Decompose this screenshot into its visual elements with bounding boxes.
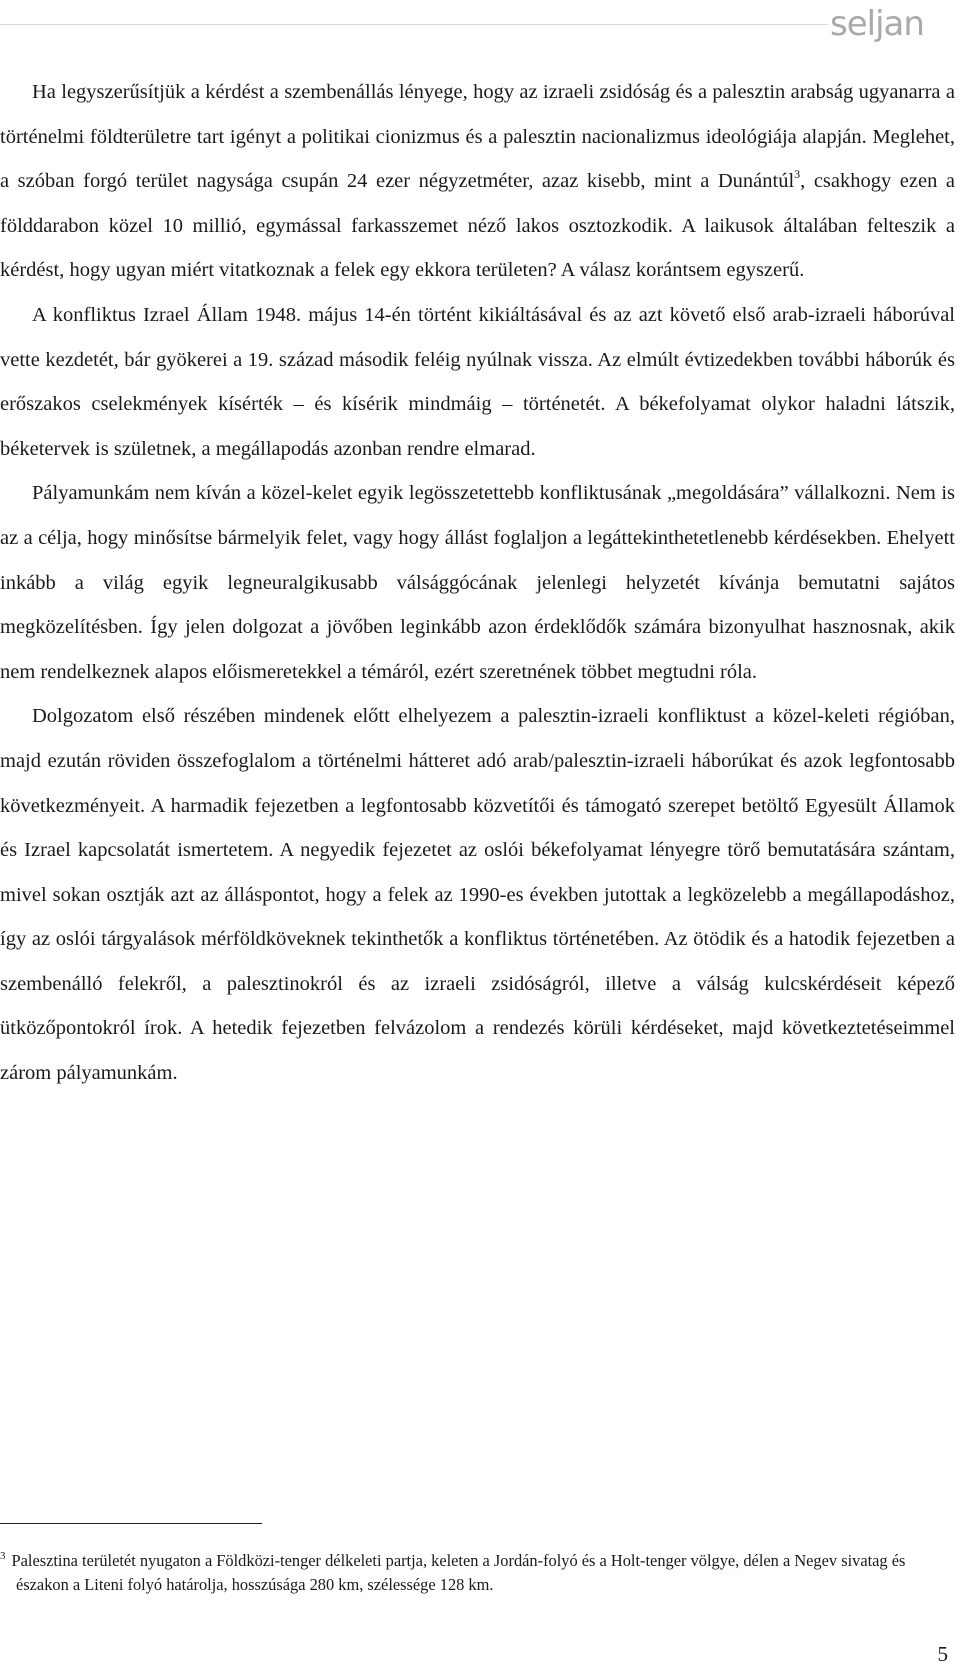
footnote-reference[interactable]: 3 <box>794 167 801 182</box>
footnote-number: 3 <box>0 1550 6 1562</box>
paragraph-4: Dolgozatom első részében mindenek előtt elhelyezem a palesztin-izraeli konfliktust a közel-keleti régióban, majd ezután röviden összefoglalom a történelmi hátteret adó arab/palesztin-izraeli háborúkat és azok legfontosabb következményeit. A harmadik fejezetben a legfontosabb közvetítői és támogató szerepet betöltő Egyesült Államok és Izrael kapcsolatát ismertetem. A negyedik fejezetet az oslói békefolyamat lényegre törő bemutatására szántam, mivel sokan osztják azt az álláspontot, hogy a felek az 1990-es években jutottak a legközelebb a megállapodáshoz, így az oslói tárgyalások mérföldköveknek tekinthetők a konfliktus történetében. Az ötödik és a hatodik fejezetben a szembenálló felekről, a palesztinokról és az izraeli zsidóságról, illetve a válság kulcskérdéseit képező ütközőpontokról írok. A hetedik fejezetben felvázolom a rendezés körüli kérdéseket, majd következtetéseimmel zárom pályamunkám. <box>0 705 955 1085</box>
paragraph-2: A konfliktus Izrael Állam 1948. május 14-én történt kikiáltásával és az azt követő első arab-izraeli háborúval vette kezdetét, bár gyökerei a 19. század második feléig nyúlnak vissza. Az elmúlt évtizedekben további háborúk és erőszakos cselekmények kísérték – és kísérik mindmáig – történetét. A békefolyamat olykor haladni látszik, béketervek is születnek, a megállapodás azonban rendre elmarad. <box>0 303 955 460</box>
paragraph-1 <box>0 70 955 293</box>
paragraph-1-text-b: , csakhogy ezen a földdarabon közel 10 millió, egymással farkasszemet néző lakos osztozkodik. A laikusok általában felteszik a kérdést, hogy ugyan miért vitatkoznak a felek egy ekkora területen? A válasz korántsem egyszerű. <box>0 170 955 282</box>
footnote-text: Palesztina területét nyugaton a Földközi-tenger délkeleti partja, keleten a Jordán-folyó és a Holt-tenger völgye, délen a Negev sivatag és északon a Liteni folyó határolja, hosszúsága 280 km, szélessége 128 km. <box>11 1551 906 1594</box>
footnote-separator <box>0 1523 262 1524</box>
seljan-logo: seljan <box>830 4 924 44</box>
footnote <box>0 1549 950 1597</box>
header-rule <box>0 24 828 25</box>
document-body <box>0 70 955 1096</box>
paragraph-3: Pályamunkám nem kíván a közel-kelet egyik legösszetettebb konfliktusának „megoldására” vállalkozni. Nem is az a célja, hogy minősítse bármelyik felet, vagy hogy állást foglaljon a legáttekinthetetlenebb kérdésekben. Ehelyett inkább a világ egyik legneuralgikusabb válsággócának jelenlegi helyzetét kívánja bemutatni sajátos megközelítésben. Így jelen dolgozat a jövőben leginkább azon érdeklődők számára bizonyulhat hasznosnak, akik nem rendelkeznek alapos előismeretekkel a témáról, ezért szeretnének többet megtudni róla. <box>0 482 955 683</box>
page-number: 5 <box>937 1642 948 1666</box>
paragraph-1-text-a: Ha legyszerűsítjük a kérdést a szembenállás lényege, hogy az izraeli zsidóság és a palesztin arabság ugyanarra a történelmi földterületre tart igényt a politikai cionizmus és a palesztin nacionalizmus ideológiája alapján. Meglehet, a szóban forgó terület nagysága csupán 24 ezer négyzetméter, azaz kisebb, mint a Dunántúl <box>0 81 955 193</box>
